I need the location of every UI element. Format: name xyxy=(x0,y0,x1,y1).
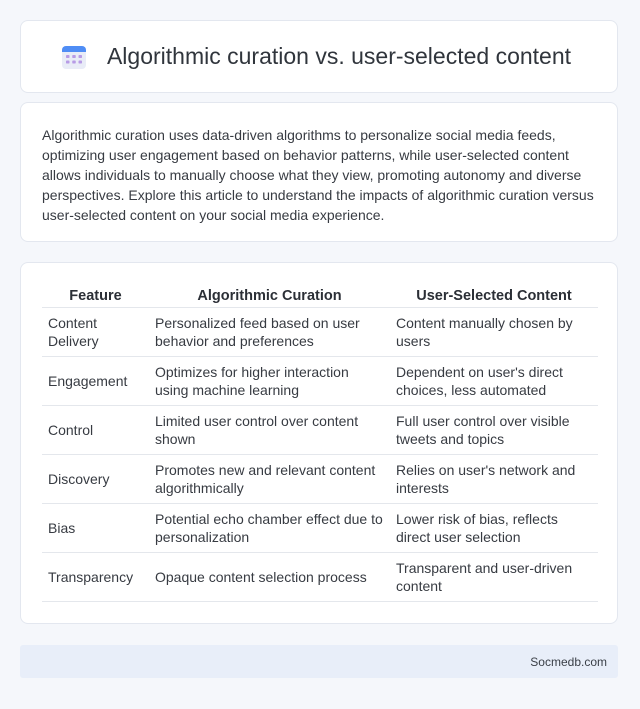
table-row xyxy=(42,504,598,553)
table-row xyxy=(42,553,598,602)
header-feature: Feature xyxy=(42,285,149,308)
algorithmic-cell: Potential echo chamber effect due to personalization xyxy=(149,504,390,553)
table-header-row xyxy=(42,285,598,308)
table-row xyxy=(42,406,598,455)
intro-card xyxy=(20,102,618,242)
footer-bar xyxy=(20,645,618,678)
user-selected-cell: Transparent and user-driven content xyxy=(390,553,598,602)
calendar-icon xyxy=(61,44,87,70)
algorithmic-cell: Promotes new and relevant content algorithmically xyxy=(149,455,390,504)
feature-cell: Transparency xyxy=(42,553,149,602)
header-algorithmic-curation: Algorithmic Curation xyxy=(149,285,390,308)
algorithmic-cell: Opaque content selection process xyxy=(149,553,390,602)
feature-cell: Engagement xyxy=(42,357,149,406)
feature-cell: Discovery xyxy=(42,455,149,504)
comparison-table xyxy=(42,285,598,602)
algorithmic-cell: Personalized feed based on user behavior and preferences xyxy=(149,308,390,357)
table-row xyxy=(42,455,598,504)
feature-cell: Control xyxy=(42,406,149,455)
footer-site-name: Socmedb.com xyxy=(530,654,607,669)
header-user-selected-content: User-Selected Content xyxy=(390,285,598,308)
algorithmic-cell: Optimizes for higher interaction using machine learning xyxy=(149,357,390,406)
intro-paragraph: Algorithmic curation uses data-driven algorithms to personalize social media feeds, optimizing user engagement based on behavior patterns, while user-selected content allows individuals to manually choose what they view, promoting autonomy and diverse perspectives. Explore this article to understand the impacts of algorithmic curation versus user-selected content on your social media experience. xyxy=(42,127,594,223)
table-row xyxy=(42,308,598,357)
title-card xyxy=(20,20,618,93)
user-selected-cell: Content manually chosen by users xyxy=(390,308,598,357)
algorithmic-cell: Limited user control over content shown xyxy=(149,406,390,455)
page-title: Algorithmic curation vs. user-selected content xyxy=(106,43,572,69)
user-selected-cell: Lower risk of bias, reflects direct user selection xyxy=(390,504,598,553)
user-selected-cell: Full user control over visible tweets and topics xyxy=(390,406,598,455)
user-selected-cell: Relies on user's network and interests xyxy=(390,455,598,504)
comparison-card xyxy=(20,262,618,624)
user-selected-cell: Dependent on user's direct choices, less automated xyxy=(390,357,598,406)
feature-cell: Bias xyxy=(42,504,149,553)
feature-cell: Content Delivery xyxy=(42,308,149,357)
title-row xyxy=(61,43,571,70)
table-row xyxy=(42,357,598,406)
